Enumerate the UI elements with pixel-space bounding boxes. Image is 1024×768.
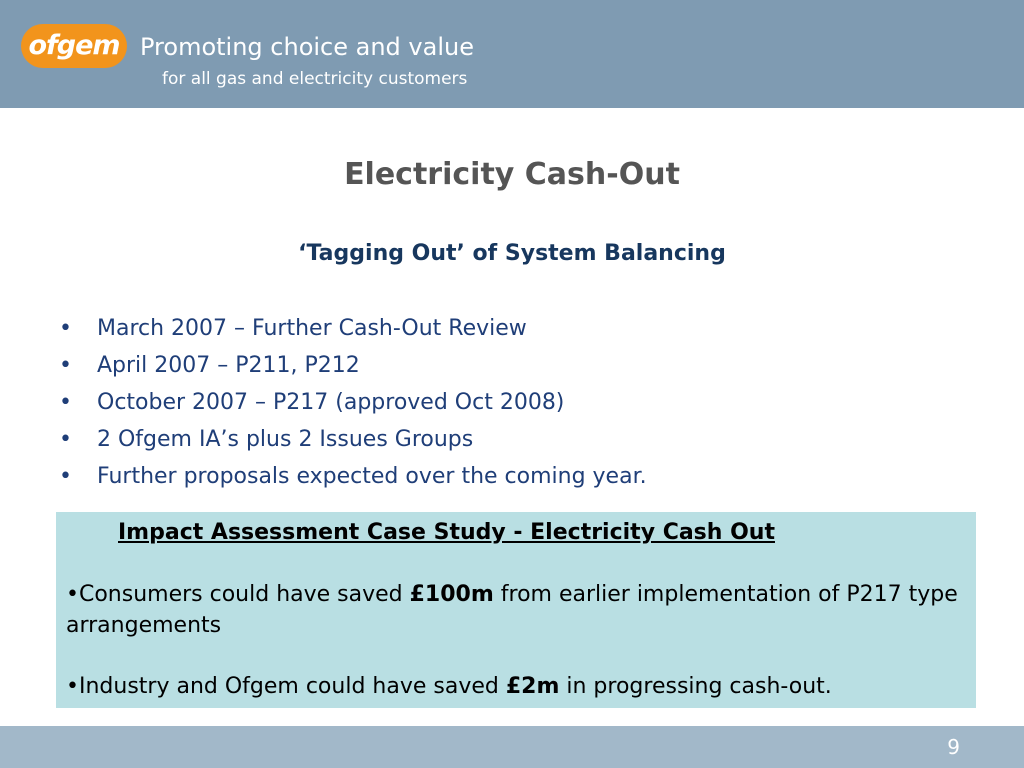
case-study-text: Industry and Ofgem could have saved: [78, 674, 506, 699]
bullet-icon: •: [59, 464, 72, 489]
case-study-amount: £100m: [409, 582, 494, 607]
bullet-list: [56, 310, 956, 495]
bullet-icon: •: [59, 390, 72, 415]
bullet-item: [56, 310, 956, 347]
case-study-bullet-icon: •: [66, 674, 79, 699]
bullet-item: [56, 421, 956, 458]
slide-subtitle: ‘Tagging Out’ of System Balancing: [298, 241, 726, 266]
slide-title: Electricity Cash-Out: [344, 157, 680, 192]
bullet-icon: •: [59, 427, 72, 452]
bullet-text: March 2007 – Further Cash-Out Review: [97, 316, 527, 341]
tagline-main: Promoting choice and value: [140, 33, 474, 61]
case-study-amount: £2m: [505, 674, 560, 699]
tagline-sub: for all gas and electricity customers: [162, 69, 468, 89]
case-study-text: in progressing cash-out.: [559, 674, 832, 699]
footer-bar: [0, 726, 1024, 768]
bullet-text: 2 Ofgem IA’s plus 2 Issues Groups: [97, 427, 474, 452]
case-study-text: from earlier implementation of P217 type arrangements: [66, 582, 958, 638]
case-study-item: [66, 579, 966, 641]
bullet-item: [56, 384, 956, 421]
bullet-icon: •: [59, 353, 72, 378]
case-study-item: [66, 671, 966, 702]
case-study-bullet-icon: •: [66, 582, 79, 607]
bullet-icon: •: [59, 316, 72, 341]
bullet-text: Further proposals expected over the coming year.: [97, 464, 647, 489]
case-study-title: Impact Assessment Case Study - Electricity Cash Out: [118, 520, 775, 545]
header-banner: [0, 0, 1024, 108]
case-study-box: [56, 512, 976, 708]
bullet-text: April 2007 – P211, P212: [97, 353, 360, 378]
bullet-item: [56, 458, 956, 495]
page-number: 9: [947, 735, 960, 759]
ofgem-logo: ofgem: [21, 24, 127, 68]
case-study-text: Consumers could have saved: [78, 582, 410, 607]
bullet-item: [56, 347, 956, 384]
bullet-text: October 2007 – P217 (approved Oct 2008): [97, 390, 565, 415]
